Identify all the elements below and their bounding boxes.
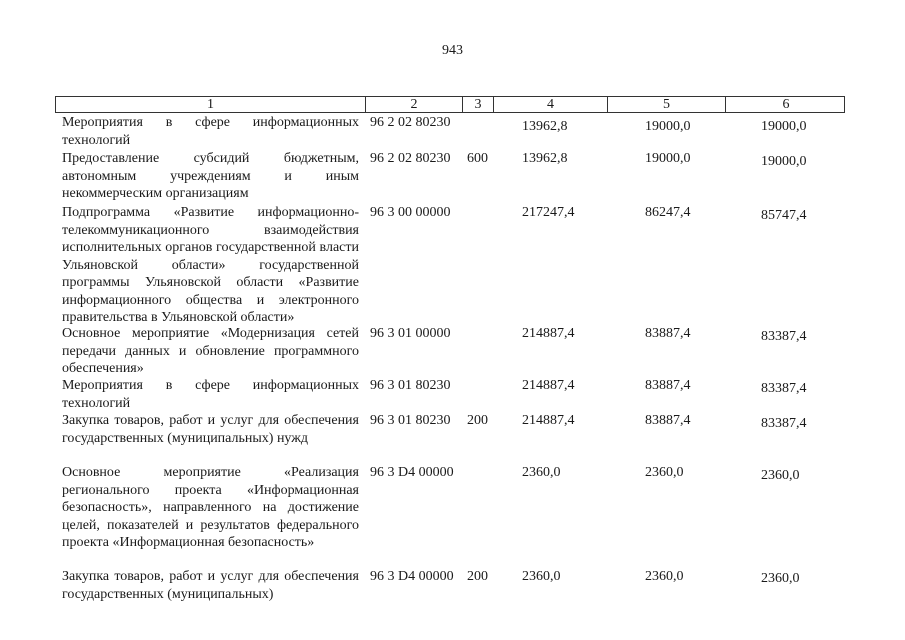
row-value-6: 2360,0 [761,468,800,483]
row-value-5: 83887,4 [645,413,691,428]
row-value-4: 13962,8 [522,151,568,166]
row-code: 96 2 02 80230 [370,151,451,166]
row-code: 96 2 02 80230 [370,115,451,130]
row-value-5: 19000,0 [645,119,691,134]
row-value-6: 83387,4 [761,329,807,344]
row-code: 96 3 01 80230 [370,378,451,393]
row-value-6: 85747,4 [761,208,807,223]
row-value-5: 86247,4 [645,205,691,220]
row-description: Основное мероприятие «Модернизация сетей передачи данных и обновление программного обеспечения» [62,326,359,376]
row-type: 200 [467,413,488,428]
row-value-6: 19000,0 [761,119,807,134]
row-value-5: 19000,0 [645,151,691,166]
row-value-5: 2360,0 [645,569,684,584]
row-value-4: 214887,4 [522,378,575,393]
row-value-4: 214887,4 [522,413,575,428]
row-value-5: 83887,4 [645,378,691,393]
row-type: 200 [467,569,488,584]
row-type: 600 [467,151,488,166]
page-number: 943 [442,43,463,58]
row-value-5: 2360,0 [645,465,684,480]
row-value-6: 2360,0 [761,571,800,586]
column-header-3: 3 [463,97,494,112]
row-code: 96 3 00 00000 [370,205,451,220]
row-value-4: 2360,0 [522,569,561,584]
row-description: Мероприятия в сфере информационных технологий [62,378,359,411]
row-value-4: 2360,0 [522,465,561,480]
row-description: Подпрограмма «Развитие информационно-телекоммуникационного взаимодействия исполнительных органов государственной власти Ульяновской области» государственной программы Ульяновской области «Развитие информационного общества и электронного правительства в Ульяновской области» [62,205,359,325]
row-value-4: 217247,4 [522,205,575,220]
row-value-4: 13962,8 [522,119,568,134]
column-header-5: 5 [608,97,726,112]
row-value-6: 83387,4 [761,416,807,431]
column-header-2: 2 [366,97,463,112]
row-code: 96 3 D4 00000 [370,569,454,584]
row-code: 96 3 01 00000 [370,326,451,341]
row-code: 96 3 01 80230 [370,413,451,428]
column-header-4: 4 [494,97,608,112]
row-description: Закупка товаров, работ и услуг для обеспечения государственных (муниципальных) [62,569,359,602]
row-description: Мероприятия в сфере информационных технологий [62,115,359,148]
row-value-5: 83887,4 [645,326,691,341]
row-description: Основное мероприятие «Реализация регионального проекта «Информационная безопасность», направленного на достижение целей, показателей и результатов федерального проекта «Информационная безопасность» [62,465,359,550]
row-code: 96 3 D4 00000 [370,465,454,480]
table-header [55,96,845,113]
row-value-6: 19000,0 [761,154,807,169]
row-value-4: 214887,4 [522,326,575,341]
row-description: Предоставление субсидий бюджетным, автономным учреждениям и иным некоммерческим организациям [62,151,359,201]
row-value-6: 83387,4 [761,381,807,396]
column-header-1: 1 [56,97,366,112]
column-header-6: 6 [782,97,790,112]
row-description: Закупка товаров, работ и услуг для обеспечения государственных (муниципальных) нужд [62,413,359,446]
